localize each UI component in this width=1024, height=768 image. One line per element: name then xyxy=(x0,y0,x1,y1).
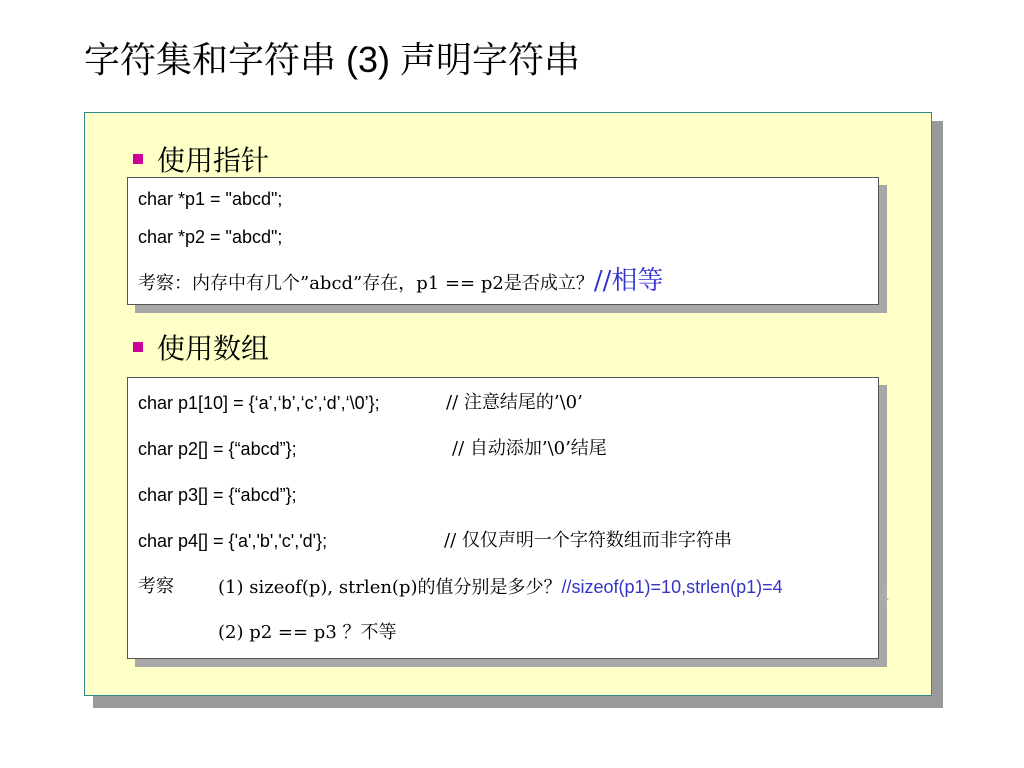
bullet-square-icon xyxy=(133,342,143,352)
bullet-array xyxy=(133,329,269,365)
code-row-1-comment: // 注意结尾的’\0’ xyxy=(446,392,583,413)
question-2: (2) p2 == p3 ？不等 xyxy=(218,622,397,643)
code-row-3: char p3[] = {“abcd”}; xyxy=(138,485,297,505)
code-row-2-comment: // 自动添加’\0’结尾 xyxy=(452,438,607,459)
page-number: 4 xyxy=(879,587,890,607)
question-text: 考察：内存中有几个”abcd”存在，p1 == p2是否成立？ xyxy=(138,273,594,294)
question-1-text: (1) sizeof(p), strlen(p)的值分别是多少？ xyxy=(218,577,562,598)
code-row-2: char p2[] = {“abcd”}; xyxy=(138,439,297,459)
slide-title: 字符集和字符串 (3) 声明字符串 xyxy=(84,39,581,80)
bullet-pointer-label: 使用指针 xyxy=(157,145,270,176)
code-box-pointer xyxy=(127,177,879,305)
code-row-4: char p4[] = {'a','b','c','d'}; xyxy=(138,531,328,551)
content-panel xyxy=(84,112,932,696)
code-line-p2: char *p2 = "abcd"; xyxy=(138,227,283,247)
question-line xyxy=(138,266,664,296)
code-row-1: char p1[10] = {‘a’,‘b’,‘c’,‘d’,‘\0’}; xyxy=(138,393,380,413)
bullet-pointer xyxy=(133,141,269,177)
bullet-array-label: 使用数组 xyxy=(157,333,270,364)
question-label: 考察 xyxy=(138,576,174,597)
question-1 xyxy=(218,576,783,599)
code-line-p1: char *p1 = "abcd"; xyxy=(138,189,283,209)
bullet-square-icon xyxy=(133,154,143,164)
question-1-answer: //sizeof(p1)=10,strlen(p1)=4 xyxy=(561,577,783,597)
code-box-array xyxy=(127,377,879,659)
answer-text: //相等 xyxy=(593,266,664,296)
code-row-4-comment: // 仅仅声明一个字符数组而非字符串 xyxy=(444,530,732,551)
